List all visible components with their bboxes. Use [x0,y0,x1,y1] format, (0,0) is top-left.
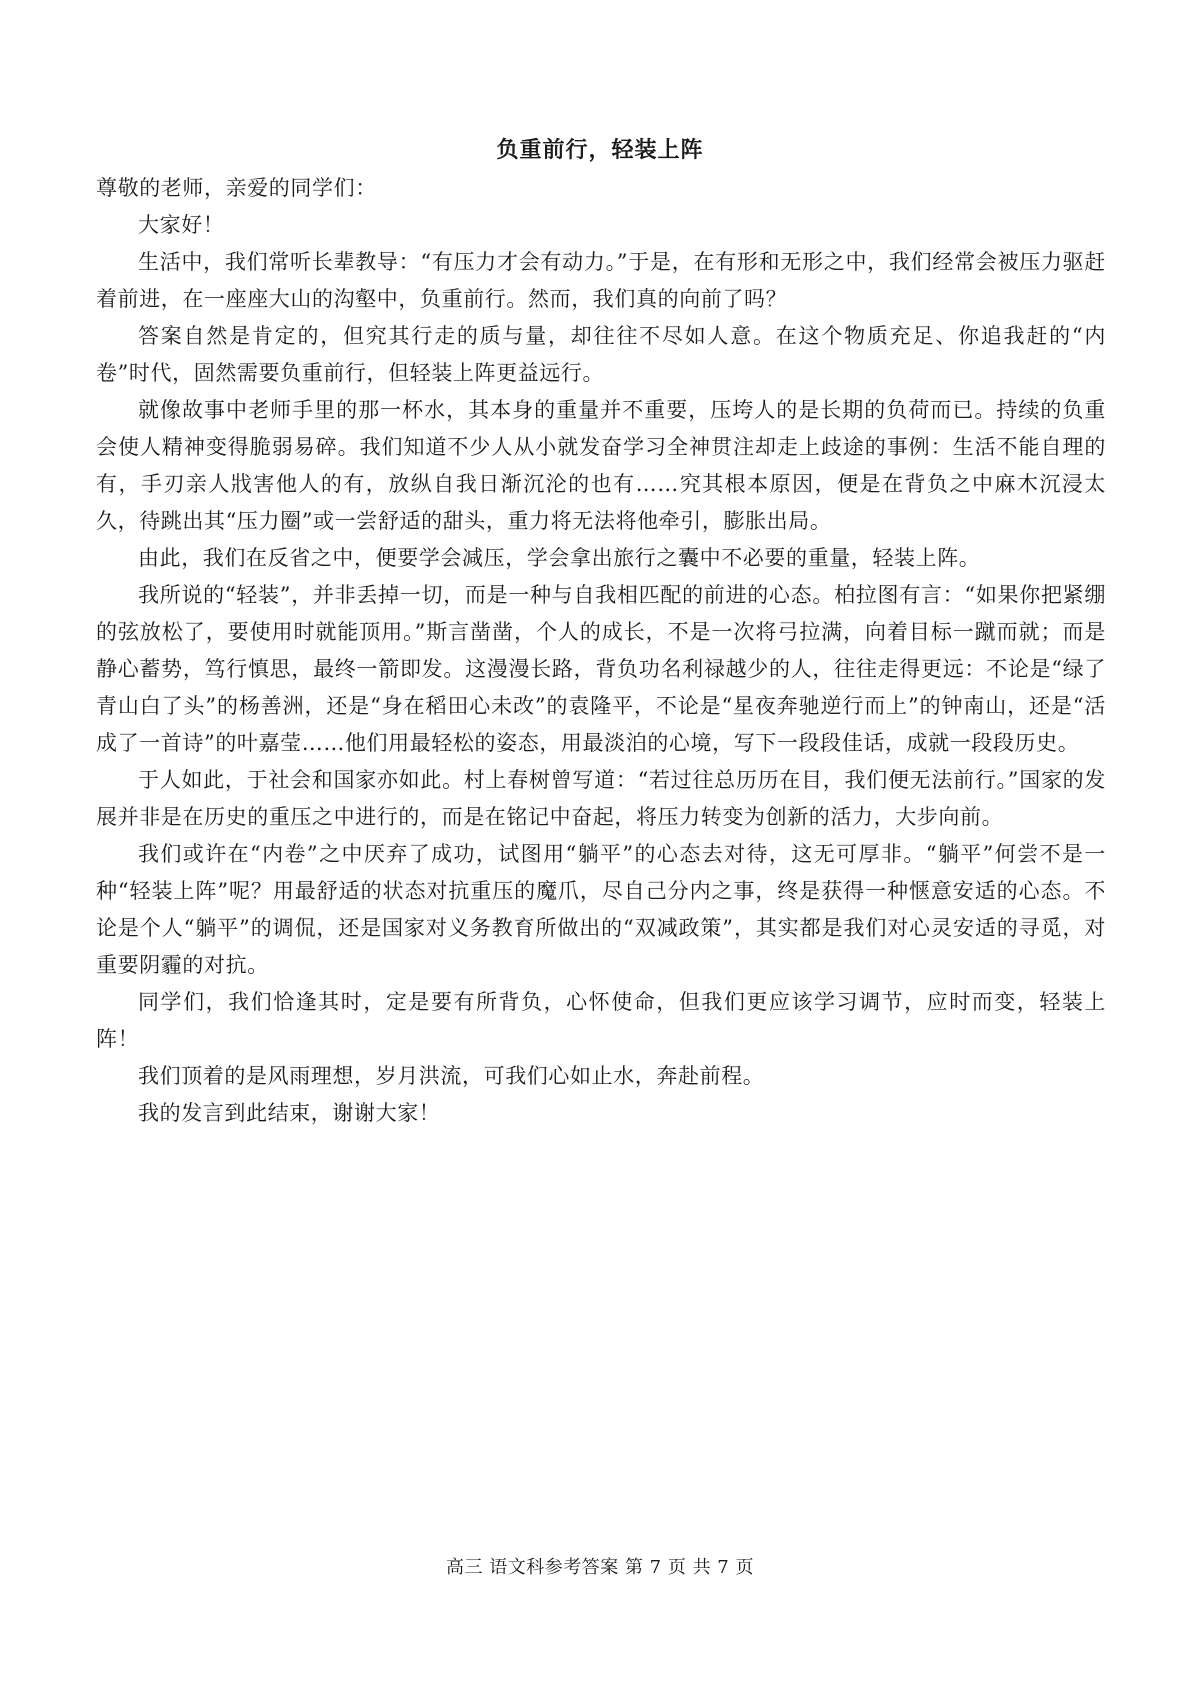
paragraph: 由此，我们在反省之中，便要学会减压，学会拿出旅行之囊中不必要的重量，轻装上阵。 [138,546,981,570]
essay-title: 负重前行，轻装上阵 [496,138,704,163]
paragraph: 我所说的“轻装”，并非丢掉一切，而是一种与自我相匹配的前进的心态。柏拉图有言：“如果你把紧绷的弦放松了，要使用时就能顶用。”斯言凿凿，个人的成长，不是一次将弓拉满，向着目标一蹴而就；而是静心蓄势，笃行慎思，最终一箭即发。这漫漫长路，背负功名利禄越少的人，往往走得更远：不论是“绿了青山白了头”的杨善洲，还是“身在稻田心未改”的袁隆平，不论是“星夜奔驰逆行而上”的钟南山，还是“活成了一首诗”的叶嘉莹……他们用最轻松的姿态，用最淡泊的心境，写下一段段佳话，成就一段段历史。 [96,583,1106,755]
essay-body [96,170,1106,1132]
paragraph: 同学们，我们恰逢其时，定是要有所背负，心怀使命，但我们更应该学习调节，应时而变，轻装上阵！ [96,990,1106,1051]
paragraph: 我们顶着的是风雨理想，岁月洪流，可我们心如止水，奔赴前程。 [138,1064,765,1088]
paragraph-closing: 我的发言到此结束，谢谢大家！ [138,1101,441,1125]
paragraph: 我们或许在“内卷”之中厌弃了成功，试图用“躺平”的心态去对待，这无可厚非。“躺平”何尝不是一种“轻装上阵”呢？用最舒适的状态对抗重压的魔爪，尽自己分内之事，终是获得一种惬意安适的心态。不论是个人“躺平”的调侃，还是国家对义务教育所做出的“双减政策”，其实都是我们对心灵安适的寻觅，对重要阴霾的对抗。 [96,842,1106,977]
page-footer: 高三 语文科参考答案 第 7 页 共 7 页 [446,1557,754,1578]
paragraph: 就像故事中老师手里的那一杯水，其本身的重量并不重要，压垮人的是长期的负荷而已。持续的负重会使人精神变得脆弱易碎。我们知道不少人从小就发奋学习全神贯注却走上歧途的事例：生活不能自理的有，手刃亲人戕害他人的有，放纵自我日渐沉沦的也有……究其根本原因，便是在背负之中麻木沉浸太久，待跳出其“压力圈”或一尝舒适的甜头，重力将无法将他牵引，膨胀出局。 [96,398,1106,533]
paragraph-greeting: 大家好！ [138,213,225,237]
salutation: 尊敬的老师，亲爱的同学们： [96,176,377,200]
paragraph: 于人如此，于社会和国家亦如此。村上春树曾写道：“若过往总历历在目，我们便无法前行。”国家的发展并非是在历史的重压之中进行的，而是在铭记中奋起，将压力转变为创新的活力，大步向前。 [96,768,1106,829]
paragraph: 答案自然是肯定的，但究其行走的质与量，却往往不尽如人意。在这个物质充足、你追我赶的“内卷”时代，固然需要负重前行，但轻装上阵更益远行。 [96,324,1106,385]
paragraph: 生活中，我们常听长辈教导：“有压力才会有动力。”于是，在有形和无形之中，我们经常会被压力驱赶着前进，在一座座大山的沟壑中，负重前行。然而，我们真的向前了吗？ [96,250,1106,311]
